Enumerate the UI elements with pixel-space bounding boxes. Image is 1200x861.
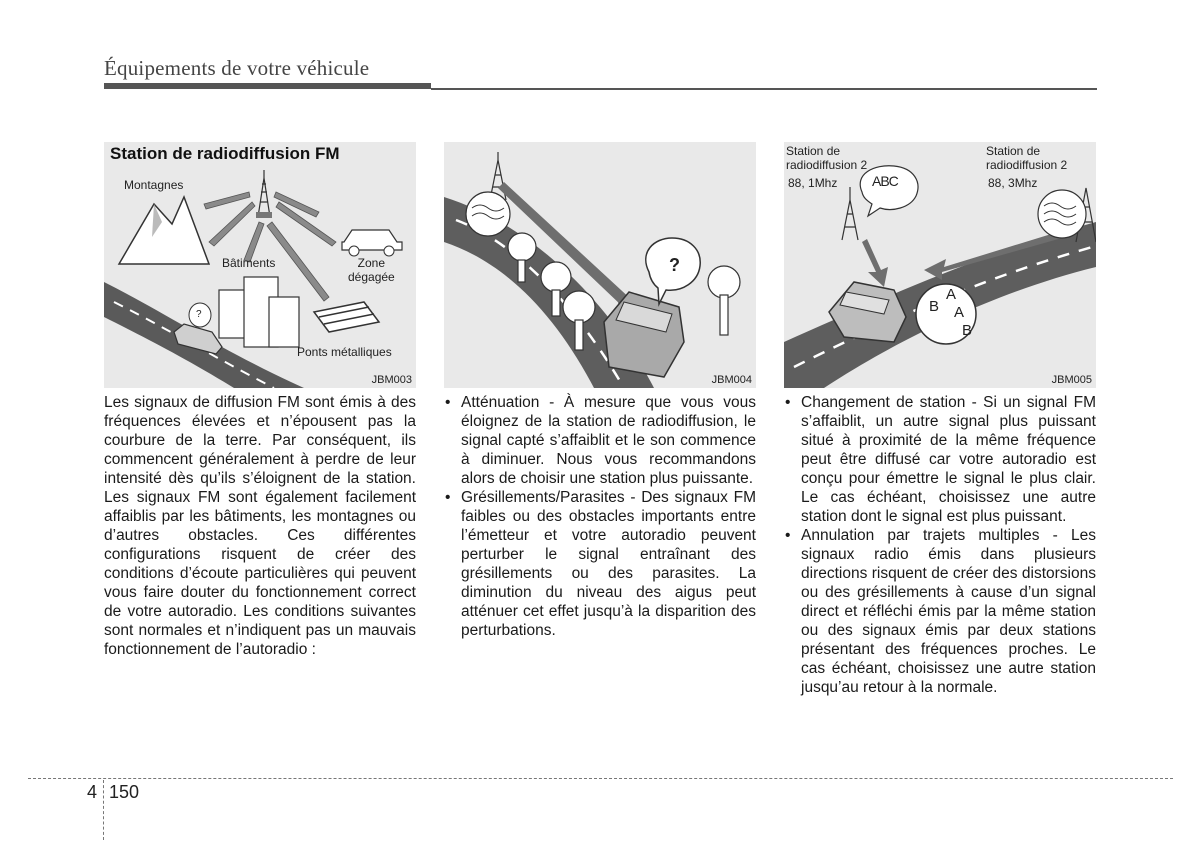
- figure-code: JBM004: [711, 374, 752, 386]
- bullet-text: Atténuation - À mesure que vous vous éloignez de la station de radiodiffusion, le signal capté s’affaiblit et le son commence à diminuer. Nous vous recommandons alors de choisir une station plus puissante.: [461, 394, 756, 487]
- figure-fm-station: [104, 142, 416, 388]
- bullet-dot: •: [785, 394, 791, 411]
- footer-dashed-rule: [28, 778, 1173, 779]
- label-freq-right: 88, 3Mhz: [988, 176, 1038, 190]
- figure-attenuation: [444, 142, 756, 388]
- bubble-car-d: B: [962, 322, 973, 339]
- bubble-car-a: A: [946, 286, 957, 303]
- bullet-dot: •: [445, 394, 451, 411]
- bullet-station-switch: [784, 393, 1096, 526]
- bubble-signal-text: ABC: [872, 173, 898, 189]
- bubble-car-b: B: [929, 298, 940, 315]
- figure-station-switch: [784, 142, 1096, 388]
- page-header-title: Équipements de votre véhicule: [104, 56, 370, 80]
- attenuation-illustration: [444, 142, 756, 388]
- footer-dashed-divider: [103, 780, 104, 840]
- label-clear-zone: Zone dégagée: [348, 256, 395, 284]
- column-left: [104, 393, 416, 659]
- label-buildings: Bâtiments: [222, 256, 276, 270]
- question-mark: ?: [196, 309, 202, 320]
- bullet-multipath: [784, 526, 1096, 697]
- bubble-car-c: A: [954, 304, 965, 321]
- label-mountains: Montagnes: [124, 178, 184, 192]
- figure-code: JBM003: [371, 374, 412, 386]
- question-mark: ?: [669, 255, 680, 275]
- bullet-static: [444, 488, 756, 640]
- bullet-text: Annulation par trajets multiples - Les signaux radio émis dans plusieurs directions risquent de créer des distorsions ou des grésillements à cause d’un signal direct et réfléchi émis par la même station ou des signaux émis par deux stations présentant des fréquences proches. Le cas échéant, choisissez une autre station jusqu’au retour à la normale.: [801, 527, 1096, 696]
- column-right: [784, 393, 1096, 697]
- column-middle: [444, 393, 756, 640]
- intro-paragraph: Les signaux de diffusion FM sont émis à des fréquences élevées et n’épousent pas la courbure de la terre. Par conséquent, ils commencent généralement à perdre de leur intensité dès qu’ils s’éloignent de la station. Les signaux FM sont également facilement affaiblis par les bâtiments, les montagnes ou d’autres obstacles. Ces différentes configurations risquent de créer des conditions d’écoute particulières qui peuvent vous faire douter du fonctionnement correct de votre autoradio. Les conditions suivantes sont normales et n’indiquent pas un mauvais fonctionnement de l’autoradio :: [104, 394, 416, 658]
- header-rule-thick: [104, 83, 431, 89]
- bullet-text: Grésillements/Parasites - Des signaux FM faibles ou des obstacles importants entre l’émetteur et votre autoradio peuvent perturber le signal entraînant des grésillements ou des parasites. La diminution du niveau des aigus peut atténuer cet effet jusqu’à la disparition des perturbations.: [461, 489, 756, 639]
- label-freq-left: 88, 1Mhz: [788, 176, 838, 190]
- bullet-dot: •: [785, 527, 791, 544]
- figure-code: JBM005: [1051, 374, 1092, 386]
- bullet-dot: •: [445, 489, 451, 506]
- label-station-right: Station de radiodiffusion 2: [986, 144, 1068, 172]
- chapter-number: 4: [87, 782, 98, 802]
- page-number: 150: [109, 782, 140, 802]
- figure-title: Station de radiodiffusion FM: [110, 144, 340, 163]
- label-bridges: Ponts métalliques: [297, 345, 392, 359]
- bullet-attenuation: [444, 393, 756, 488]
- bullet-text: Changement de station - Si un signal FM s’affaiblit, un autre signal plus puissant situé à proximité de la même fréquence peut être diffusé car votre autoradio est conçu pour émettre le signal le plus clair. Le cas échéant, choisissez une autre station dont le signal est plus puissant.: [801, 394, 1096, 525]
- header-rule-thin: [431, 88, 1097, 90]
- label-station-left: Station de radiodiffusion 2: [786, 144, 868, 172]
